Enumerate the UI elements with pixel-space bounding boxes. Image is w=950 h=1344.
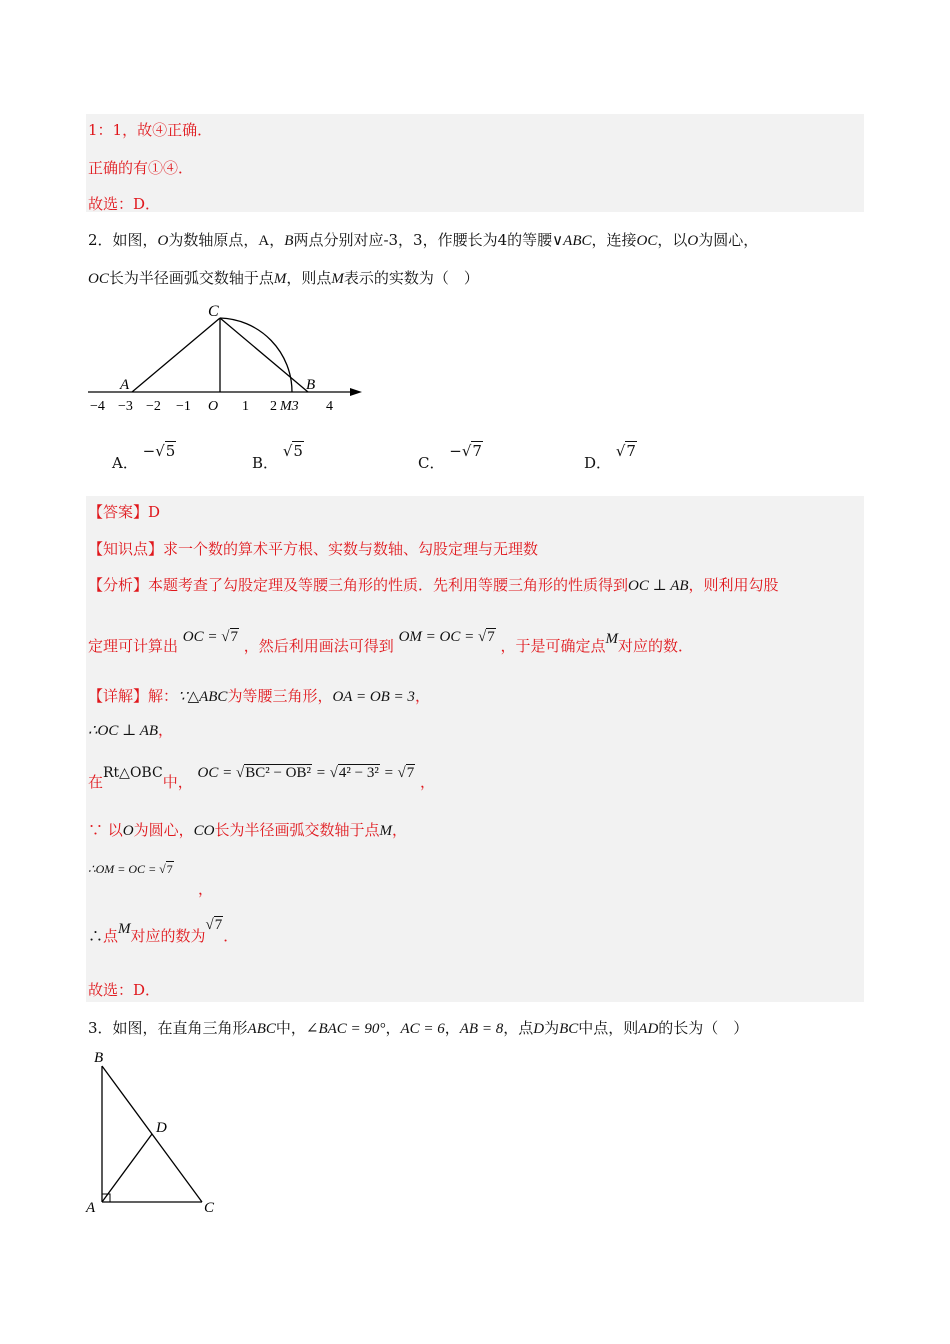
sqrt-icon: √BC² − OB² <box>235 765 311 781</box>
sqrt-icon: √4² − 3² <box>329 765 379 781</box>
detail-line-3: 在Rt△OBC中， OC = √BC² − OB² = √4² − 3² = √7 ， <box>88 765 435 791</box>
tick-m3: M3 <box>280 399 299 414</box>
sqrt-icon: √7 <box>615 442 636 460</box>
label-b: B <box>94 1050 104 1066</box>
tick-1: 1 <box>242 399 249 414</box>
detail-line-1: 【详解】解：∵△ABC为等腰三角形，OA = OB = 3， <box>88 687 430 705</box>
sqrt-icon: √7 <box>159 862 173 876</box>
sqrt-icon: √7 <box>221 629 238 645</box>
knowledge-point-line: 【知识点】求一个数的算术平方根、实数与数轴、勾股定理与无理数 <box>88 540 539 558</box>
detail-line-4: ∵ 以O为圆心，CO长为半径画弧交数轴于点M， <box>88 821 408 839</box>
label-c: C <box>208 303 219 320</box>
sqrt-icon: √5 <box>282 442 303 460</box>
sqrt-icon: √7 <box>205 917 223 933</box>
q2-solution-box <box>86 496 864 1002</box>
detail-line-5: ∴OM = OC = √7 ， <box>88 858 213 899</box>
sqrt-icon: √5 <box>155 442 176 460</box>
segment-cb <box>220 318 308 392</box>
previous-solution-box <box>86 114 864 212</box>
sqrt-icon: √7 <box>397 765 415 781</box>
tick-neg4: −4 <box>90 399 105 414</box>
q2-option-a[interactable]: A． −√5 <box>112 442 176 472</box>
number-line-arrow <box>350 388 362 396</box>
label-a: A <box>86 1200 96 1216</box>
label-d: D <box>156 1120 167 1136</box>
prev-solution-line-2: 正确的有①④． <box>88 159 194 177</box>
tick-o: O <box>208 399 219 414</box>
analysis-line-2: 定理可计算出 OC = √7 ，然后利用画法可得到 OM = OC = √7 ，于是可确定点M对应的数． <box>88 629 694 655</box>
sqrt-icon: √7 <box>478 629 495 645</box>
arc-cm <box>220 318 292 392</box>
q3-figure <box>84 1046 234 1220</box>
prev-solution-line-1: 1：1，故④正确． <box>88 121 213 139</box>
q2-option-b[interactable]: B． √5 <box>252 442 303 472</box>
tick-4: 4 <box>326 399 333 414</box>
detail-line-6: ∴点M对应的数为√7． <box>88 917 239 945</box>
label-c: C <box>204 1200 215 1216</box>
prev-solution-line-3: 故选：D． <box>88 195 161 213</box>
q2-stem-line-2: OC长为半径画弧交数轴于点M，则点M表示的实数为（ ） <box>88 269 479 287</box>
sqrt-icon: √7 <box>461 442 482 460</box>
q3-stem: 3．如图，在直角三角形ABC中，∠BAC = 90°，AC = 6，AB = 8，点D为BC中点，则AD的长为（ ） <box>88 1019 749 1037</box>
q2-option-c[interactable]: C． −√7 <box>418 442 482 472</box>
segment-ac <box>132 318 220 392</box>
tick-neg1: −1 <box>176 399 191 414</box>
final-answer-line: 故选：D． <box>88 981 161 999</box>
q2-stem-line-1: 2．如图，O为数轴原点，A，B两点分别对应-3，3，作腰长为4的等腰∨ABC，连接OC，以O为圆心， <box>88 231 759 249</box>
tick-neg2: −2 <box>146 399 161 414</box>
segment-ad <box>102 1134 152 1202</box>
tick-2: 2 <box>270 399 277 414</box>
detail-line-2: ∴OC ⊥ AB， <box>88 721 174 739</box>
tick-labels <box>90 399 333 414</box>
analysis-line-1: 【分析】本题考查了勾股定理及等腰三角形的性质．先利用等腰三角形的性质得到OC ⊥ AB，则利用勾股 <box>88 576 779 594</box>
tick-neg3: −3 <box>118 399 133 414</box>
q2-figure <box>84 298 374 418</box>
label-a: A <box>120 377 130 393</box>
answer-line: 【答案】D <box>88 503 161 521</box>
label-b: B <box>306 377 316 393</box>
q2-option-d[interactable]: D． √7 <box>584 442 636 472</box>
